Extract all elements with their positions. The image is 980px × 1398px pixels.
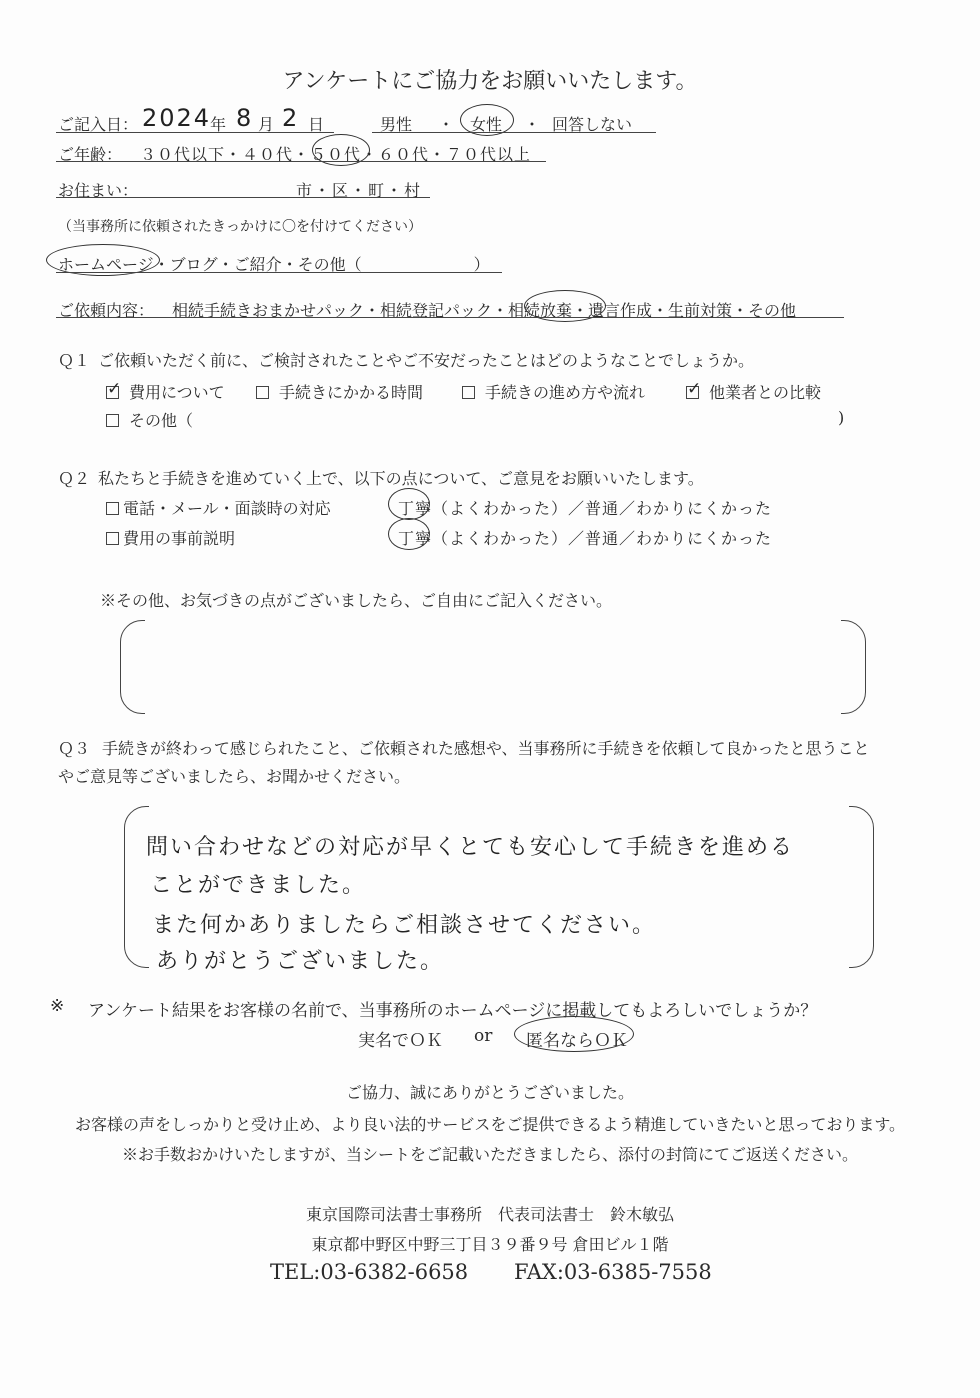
entry-date-label: ご記入日： — [58, 115, 139, 134]
consent-mark: ※ — [50, 996, 65, 1016]
page-title: アンケートにご協力をお願いいたします。 — [282, 69, 698, 94]
entry-date-underline — [56, 132, 334, 133]
entry-date-day-suffix: 日 — [308, 115, 325, 134]
gender-male[interactable]: 男性 — [380, 115, 413, 134]
residence-underline — [56, 197, 430, 198]
trigger-options[interactable]: ホームページ・ブログ・ご紹介・その他（ ） — [58, 255, 490, 274]
consent-selected-circle — [514, 1016, 634, 1052]
age-underline — [56, 161, 546, 162]
age-options[interactable]: ３０代以下・４０代・５０代・６０代・７０代以上 — [140, 145, 532, 164]
gender-sep-2: ・ — [524, 115, 541, 134]
q2-row-contact-label: 電話・メール・面談時の対応 — [106, 496, 331, 519]
q3-question-line2: やご意見等ございましたら、お聞かせください。 — [58, 767, 411, 786]
request-underline — [56, 317, 844, 318]
q1-checkbox-cost[interactable] — [106, 386, 119, 399]
consent-option-anon[interactable]: 匿名ならＯＫ — [526, 1031, 628, 1051]
q1-option-compare[interactable]: ✓ 他業者との比較 — [686, 380, 821, 403]
q3-answer-line-4: ありがとうございました。 — [156, 949, 445, 974]
closing-line-2: お客様の声をしっかりと受け止め、より良い法的サービスをご提供できるよう精進していきたいと思っております。 — [74, 1115, 906, 1134]
gender-female[interactable]: 女性 — [470, 115, 503, 134]
entry-date-year[interactable]: 2024 — [142, 104, 212, 132]
q2-question: 私たちと手続きを進めていく上で、以下の点について、ご意見をお願いいたします。 — [98, 469, 704, 488]
q1-question: ご依頼いただく前に、ご検討されたことやご不安だったことはどのようなことでしょうか。 — [98, 351, 755, 370]
q2-checkbox-contact[interactable] — [106, 502, 119, 515]
age-label: ご年齢： — [58, 145, 123, 164]
closing-line-1: ご協力、誠にありがとうございました。 — [345, 1083, 634, 1102]
q3-question-line1: 手続きが終わって感じられたこと、ご依頼された感想や、当事務所に手続きを依頼して良かったと思うこと — [102, 739, 870, 758]
q1-other-close: ) — [838, 408, 845, 427]
q1-option-other[interactable]: その他（ — [106, 408, 193, 431]
q2-comment-box[interactable] — [120, 620, 866, 714]
q1-option-cost[interactable]: ✓費用について — [106, 380, 225, 403]
gender-sep-1: ・ — [438, 115, 455, 134]
trigger-note: （当事務所に依頼されたきっかけに〇を付けてください） — [58, 219, 422, 235]
office-name: 東京国際司法書士事務所 代表司法書士 鈴木敏弘 — [305, 1205, 674, 1224]
entry-date-day[interactable]: 2 — [282, 104, 300, 132]
office-fax: FAX:03-6385-7558 — [514, 1260, 712, 1284]
request-options[interactable]: 相続手続きおまかせパック・相続登記パック・相続放棄・遺言作成・生前対策・その他 — [172, 301, 797, 320]
q2-row-cost-scale[interactable]: 丁寧（よくわかった）／普通／わかりにくかった — [398, 529, 773, 548]
closing-line-3: ※お手数おかけいたしますが、当シートをご記載いただきましたら、添付の封筒にてご返送ください。 — [121, 1145, 858, 1164]
q1-checkbox-compare[interactable] — [686, 386, 699, 399]
q2-checkbox-cost[interactable] — [106, 532, 119, 545]
office-address: 東京都中野区中野三丁目３９番９号 倉田ビル１階 — [311, 1235, 669, 1254]
entry-date-month[interactable]: 8 — [236, 104, 254, 132]
consent-option-real[interactable]: 実名でＯＫ — [358, 1031, 443, 1051]
entry-date-month-suffix: 月 — [258, 115, 275, 134]
q1-option-process[interactable]: 手続きの進め方や流れ — [462, 380, 645, 403]
q2-row-contact-scale[interactable]: 丁寧（よくわかった）／普通／わかりにくかった — [398, 499, 773, 518]
gender-underline — [372, 132, 656, 133]
q2-contact-selected-circle — [388, 488, 430, 520]
q3-answer-line-2: ことができました。 — [150, 873, 367, 898]
q2-comment-prompt: ※その他、お気づきの点がございましたら、ご自由にご記入ください。 — [100, 591, 613, 610]
q1-number: Ｑ１ — [58, 351, 91, 370]
office-tel: TEL:03-6382-6658 — [270, 1260, 469, 1284]
residence-options[interactable]: 市・区・町・村 — [296, 181, 423, 200]
request-label: ご依頼内容： — [58, 301, 155, 320]
q2-number: Ｑ２ — [58, 469, 91, 488]
q3-number: Ｑ３ — [58, 739, 91, 758]
q1-checkbox-time[interactable] — [256, 386, 269, 399]
q1-checkbox-other[interactable] — [106, 414, 119, 427]
entry-date-year-suffix: 年 — [210, 115, 227, 134]
trigger-underline — [56, 272, 502, 273]
q2-row-cost-label: 費用の事前説明 — [106, 526, 235, 549]
q3-answer-line-1: 問い合わせなどの対応が早くとても安心して手続きを進める — [146, 835, 795, 860]
consent-question: アンケート結果をお客様の名前で、当事務所のホームページに掲載してもよろしいでしょうか？ — [88, 1001, 818, 1021]
q3-answer-line-3: また何かありましたらご相談させてください。 — [152, 913, 657, 938]
gender-no-answer[interactable]: 回答しない — [552, 115, 633, 134]
q1-checkbox-process[interactable] — [462, 386, 475, 399]
residence-label: お住まい： — [58, 181, 139, 200]
q2-cost-selected-circle — [388, 518, 430, 550]
consent-or: or — [474, 1026, 493, 1046]
q1-option-time[interactable]: 手続きにかかる時間 — [256, 380, 423, 403]
